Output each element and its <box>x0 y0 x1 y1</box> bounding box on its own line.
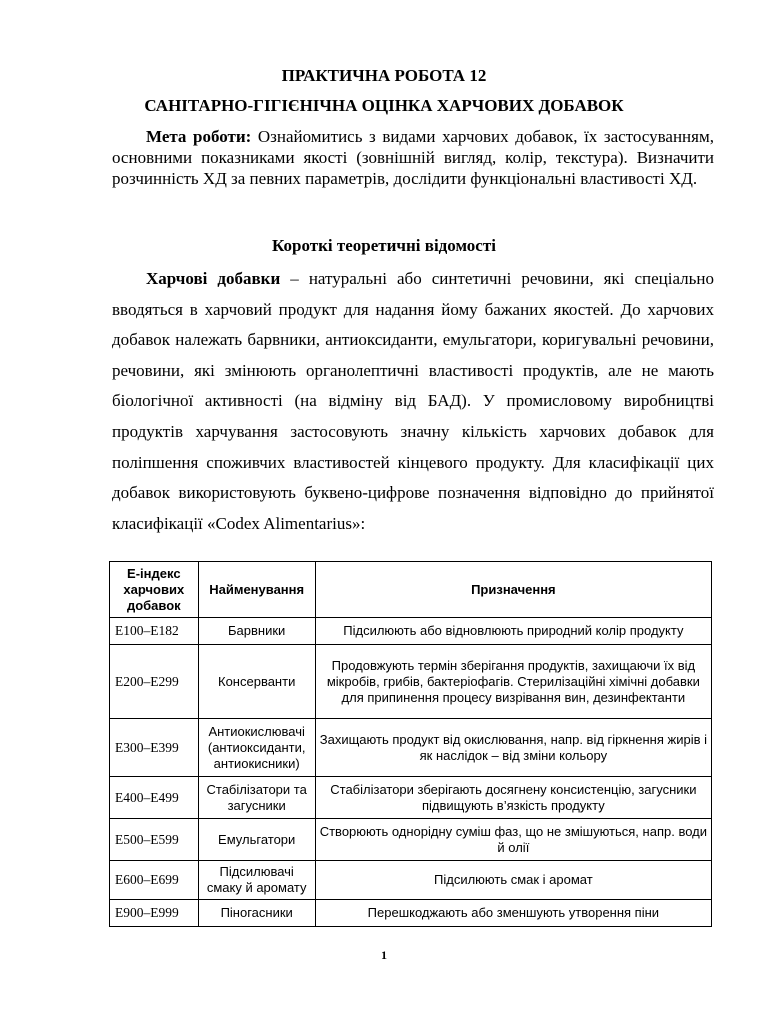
page-title: ПРАКТИЧНА РОБОТА 12 <box>281 66 487 85</box>
definition-term: Харчові добавки <box>146 269 281 288</box>
header-index: Е-індекс харчових добавок <box>110 562 199 618</box>
table-row <box>110 819 712 861</box>
row-name: Антиокислювачі (антиоксиданти, антиокисники) <box>198 719 315 777</box>
row-purpose: Створюють однорідну суміш фаз, що не змішуються, напр. води й олії <box>315 819 711 861</box>
row-index: Е200–Е299 <box>110 645 199 719</box>
row-purpose: Підсилюють або відновлюють природний колір продукту <box>315 618 711 645</box>
header-name: Найменування <box>198 562 315 618</box>
table-header-row <box>110 562 712 618</box>
definition-paragraph <box>112 264 714 539</box>
row-purpose: Стабілізатори зберігають досягнену консистенцію, загусники підвищують в’язкість продукту <box>315 777 711 819</box>
row-index: Е900–Е999 <box>110 900 199 927</box>
purpose-text: Ознайомитись з видами харчових добавок, їх застосуванням, основними показниками якості (зовнішній вигляд, колір, текстура). Визначити розчинність ХД за певних параметрів, дослідити функціональні властивості ХД. <box>112 127 714 188</box>
row-name: Стабілізатори та загусники <box>198 777 315 819</box>
row-name: Піногасники <box>198 900 315 927</box>
purpose-paragraph <box>112 126 714 189</box>
section-title: Короткі теоретичні відомості <box>272 236 496 255</box>
header-purpose: Призначення <box>315 562 711 618</box>
row-name: Емульгатори <box>198 819 315 861</box>
purpose-label: Мета роботи: <box>146 127 252 146</box>
page-number: 1 <box>381 948 387 962</box>
row-index: Е300–Е399 <box>110 719 199 777</box>
row-purpose: Підсилюють смак і аромат <box>315 861 711 900</box>
table-row <box>110 861 712 900</box>
table-row <box>110 900 712 927</box>
row-name: Підсилювачі смаку й аромату <box>198 861 315 900</box>
additives-table <box>109 561 712 927</box>
row-index: Е500–Е599 <box>110 819 199 861</box>
row-index: Е400–Е499 <box>110 777 199 819</box>
table-row <box>110 719 712 777</box>
row-name: Барвники <box>198 618 315 645</box>
table-row <box>110 645 712 719</box>
row-purpose: Продовжують термін зберігання продуктів, захищаючи їх від мікробів, грибів, бактеріофагів. Стерилізаційні хімічні добавки для припинення процесу визрівання вин, дезинфектанти <box>315 645 711 719</box>
row-purpose: Перешкоджають або зменшують утворення піни <box>315 900 711 927</box>
row-purpose: Захищають продукт від окислювання, напр. від гіркнення жирів і як наслідок – від зміни кольору <box>315 719 711 777</box>
definition-text: – натуральні або синтетичні речовини, які спеціально вводяться в харчовий продукт для надання йому бажаних якостей. До харчових добавок належать барвники, антиоксиданти, емульгатори, коригувальні речовини, речовини, які змінюють органолептичні властивості продуктів, але не мають біологічної активності (на відміну від БАД). У промисловому виробництві продуктів харчування застосовують значну кількість харчових добавок для поліпшення споживчих властивостей кінцевого продукту. Для класифікації цих добавок використовують буквено-цифрове позначення відповідно до прийнятої класифікації «Codex Alimentarius»: <box>112 269 714 533</box>
row-name: Консерванти <box>198 645 315 719</box>
page-subtitle: САНІТАРНО-ГІГІЄНІЧНА ОЦІНКА ХАРЧОВИХ ДОБАВОК <box>144 96 624 115</box>
row-index: Е600–Е699 <box>110 861 199 900</box>
row-index: Е100–Е182 <box>110 618 199 645</box>
table-row <box>110 777 712 819</box>
table-row <box>110 618 712 645</box>
